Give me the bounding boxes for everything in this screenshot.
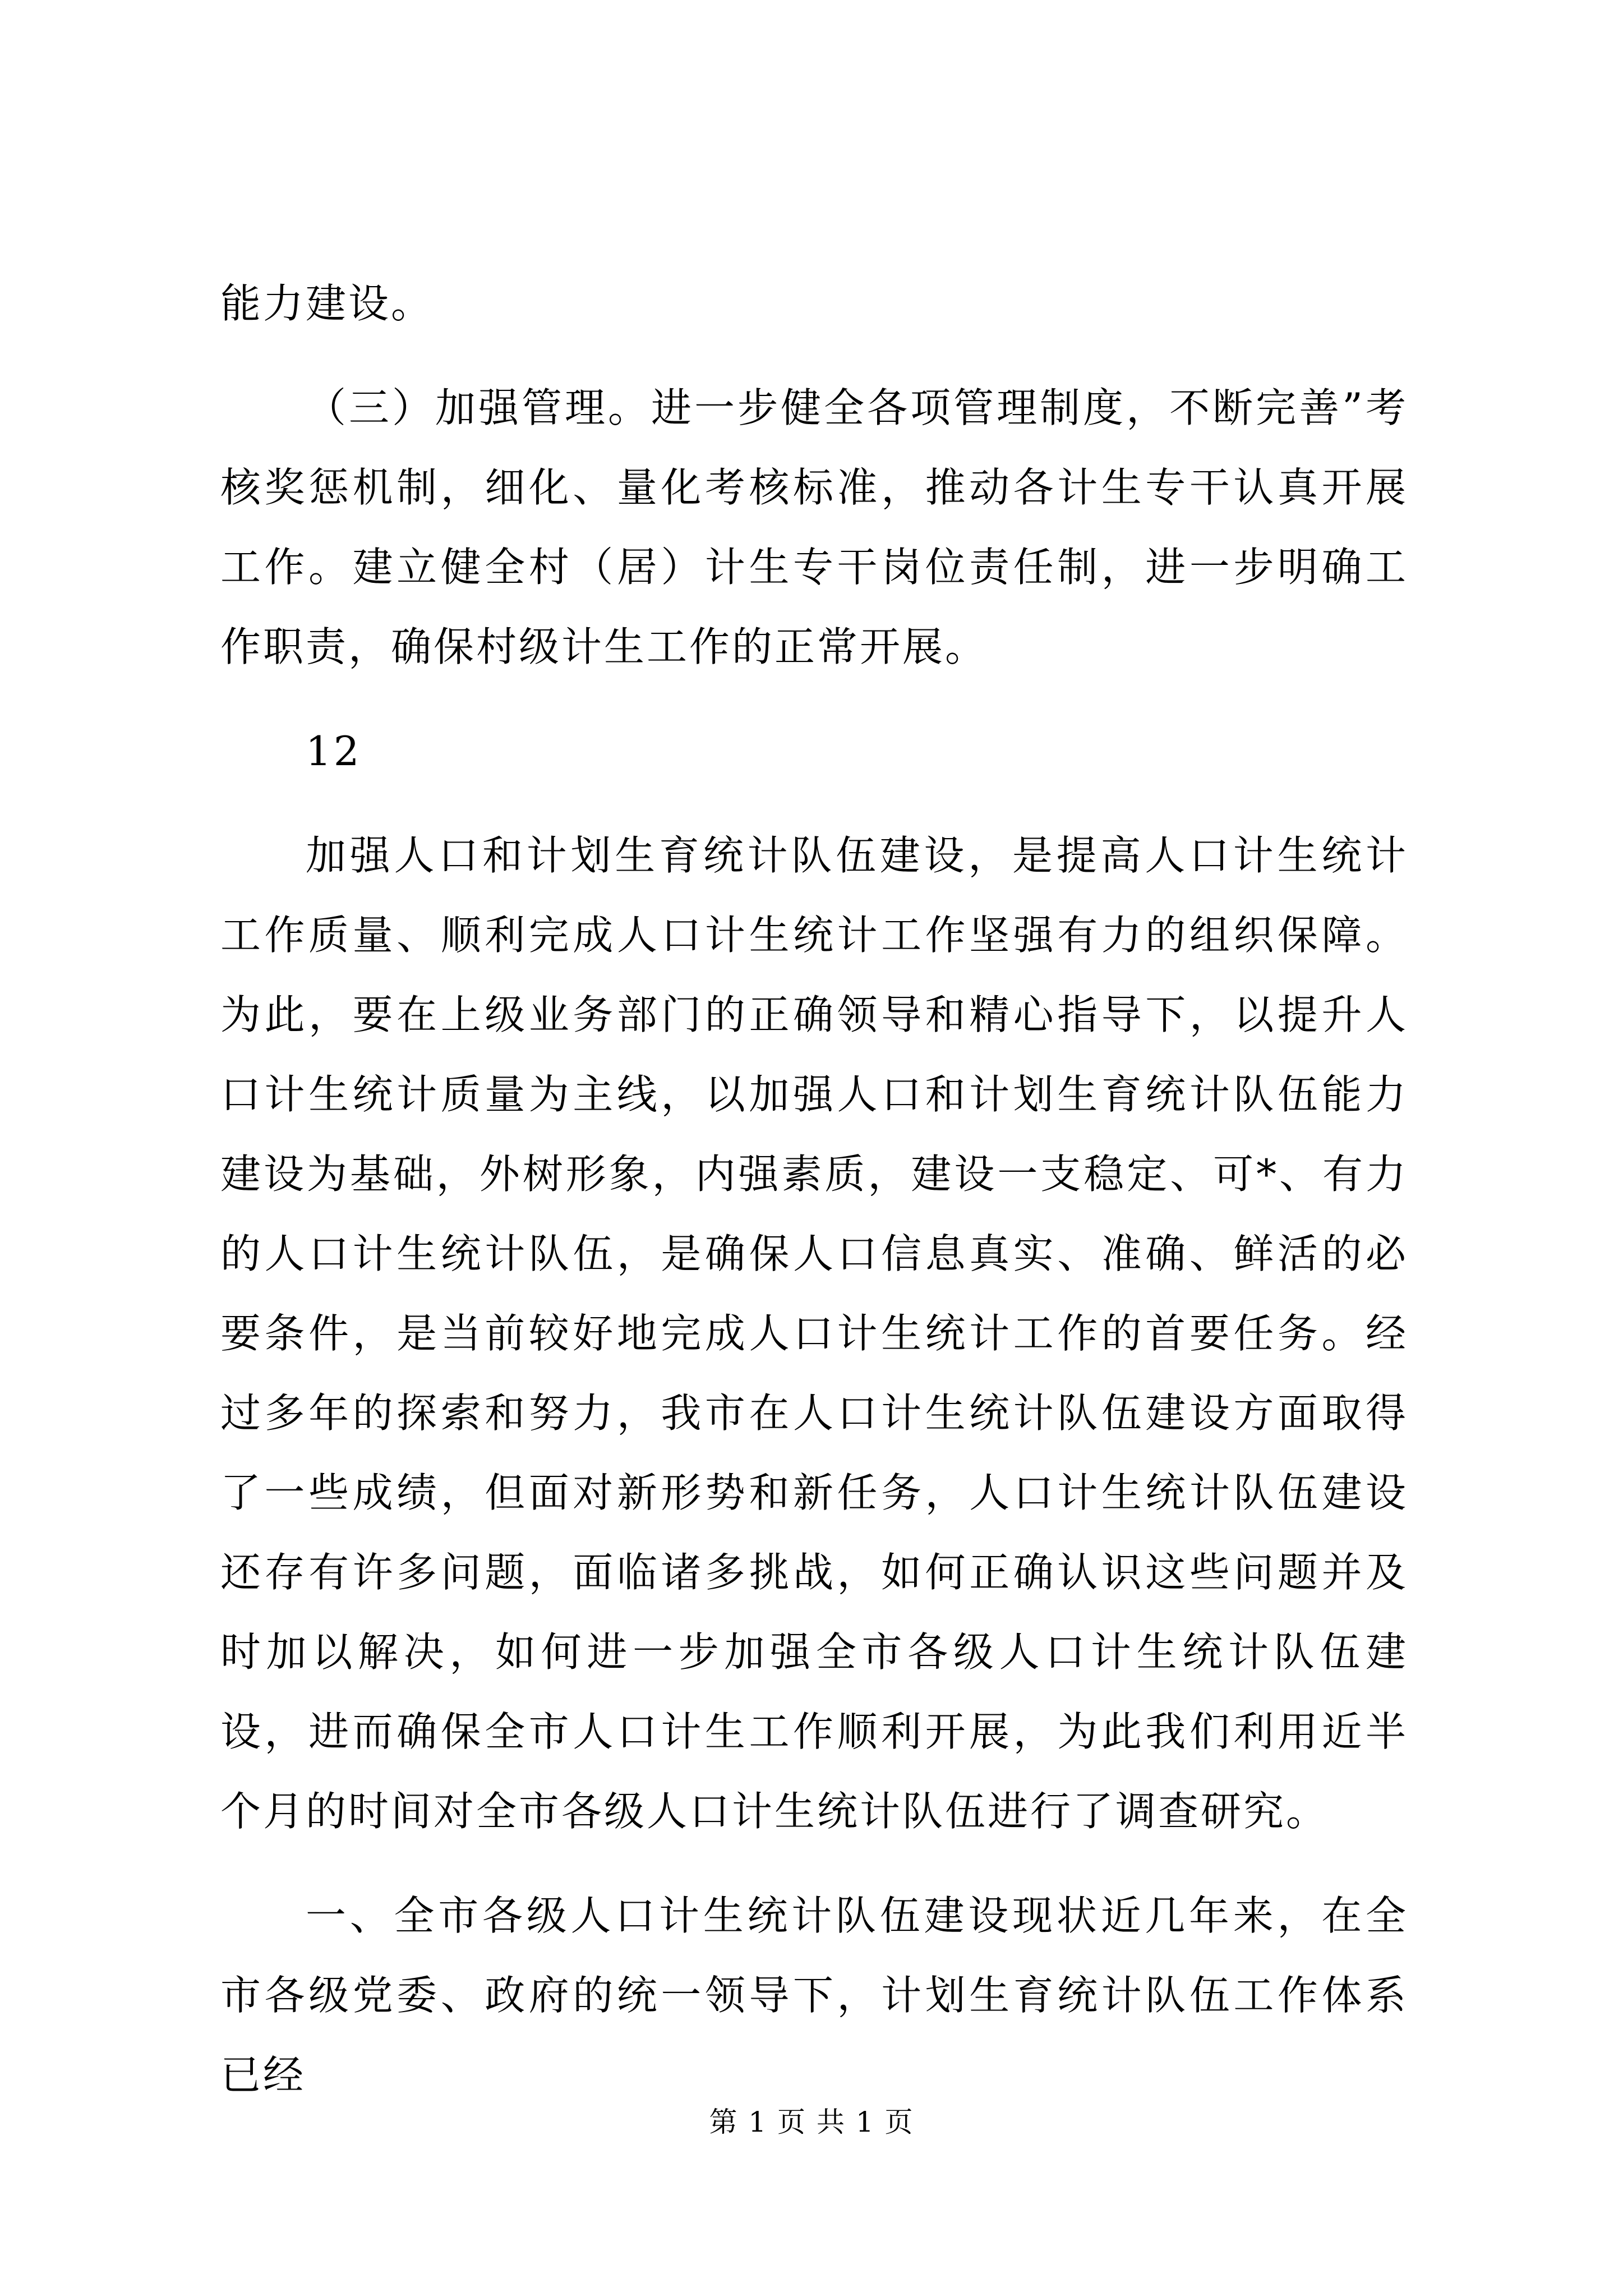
paragraph-section-three: （三）加强管理。进一步健全各项管理制度，不断完善”考核奖惩机制，细化、量化考核标准，推动各计生专干认真开展工作。建立健全村（居）计生专干岗位责任制，进一步明确工作职责，确保村级计生工作的正常开展。 — [220, 384, 1408, 670]
paragraph-status: 一、全市各级人口计生统计队伍建设现状近几年来，在全市各级党委、政府的统一领导下，计划生育统计队伍工作体系已经 — [220, 1892, 1408, 2099]
document-body — [220, 264, 1408, 2139]
page-footer: 第 1 页 共 1 页 — [709, 2106, 914, 2138]
section-number: 12 — [306, 728, 362, 775]
paragraph-intro: 加强人口和计划生育统计队伍建设，是提高人口计生统计工作质量、顺利完成人口计生统计工作坚强有力的组织保障。为此，要在上级业务部门的正确领导和精心指导下，以提升人口计生统计质量为主线，以加强人口和计划生育统计队伍能力建设为基础，外树形象，内强素质，建设一支稳定、可*、有力的人口计生统计队伍，是确保人口信息真实、准确、鲜活的必要条件，是当前较好地完成人口计生统计工作的首要任务。经过多年的探索和努力，我市在人口计生统计队伍建设方面取得了一些成绩，但面对新形势和新任务，人口计生统计队伍建设还存有许多问题，面临诸多挑战，如何正确认识这些问题并及时加以解决，如何进一步加强全市各级人口计生统计队伍建设，进而确保全市人口计生工作顺利开展，为此我们利用近半个月的时间对全市各级人口计生统计队伍进行了调查研究。 — [220, 832, 1408, 1835]
paragraph-continuation: 能力建设。 — [220, 280, 434, 327]
